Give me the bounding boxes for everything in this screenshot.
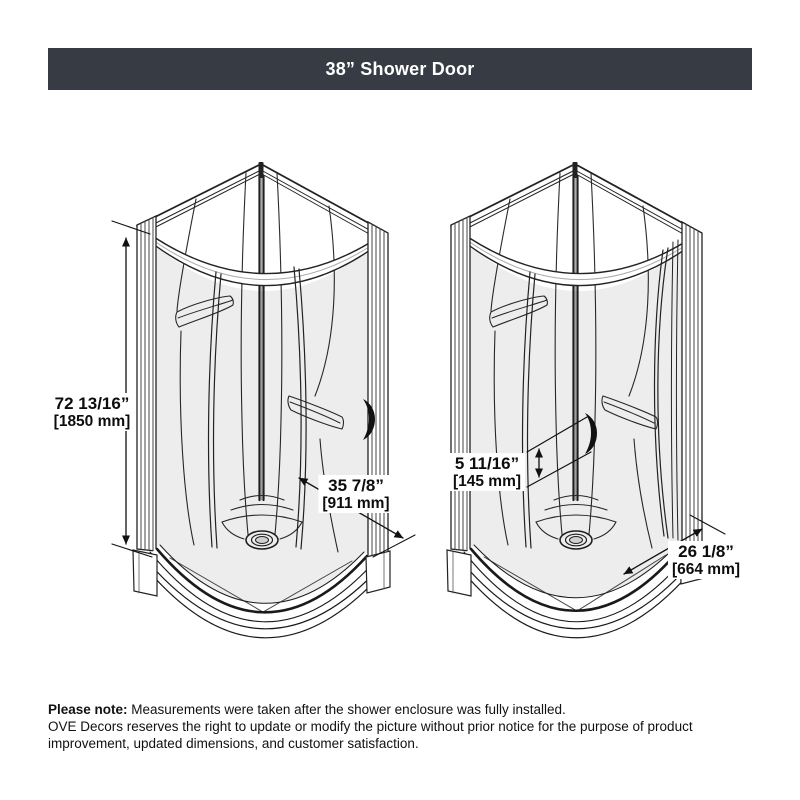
opening-dimension-label: 26 1/8” [664 mm] xyxy=(668,541,744,579)
footer-note-line xyxy=(48,701,748,718)
door-offset-dimension-label: 5 11/16” [145 mm] xyxy=(449,453,525,491)
page-title: 38” Shower Door xyxy=(325,58,475,79)
shower-drawing-closed-door xyxy=(112,162,415,638)
left-wall-post xyxy=(451,216,470,551)
width-dimension-label: 35 7/8” [911 mm] xyxy=(318,475,393,513)
glass-door-tint xyxy=(156,246,368,603)
footer-note xyxy=(48,701,748,752)
left-wall-post xyxy=(137,216,156,551)
footer-disclaimer: OVE Decors reserves the right to update or modify the picture without prior notice for the purpose of product improvement, updated dimensions, and customer satisfaction. xyxy=(48,719,693,751)
corner-cap xyxy=(573,162,578,178)
footer-note-label: Please note: xyxy=(48,702,128,717)
right-wall-post xyxy=(682,222,702,549)
corner-cap xyxy=(259,162,264,178)
footer-note-text: Measurements were taken after the shower enclosure was fully installed. xyxy=(131,702,566,717)
height-dimension-label: 72 13/16” [1850 mm] xyxy=(50,393,135,431)
